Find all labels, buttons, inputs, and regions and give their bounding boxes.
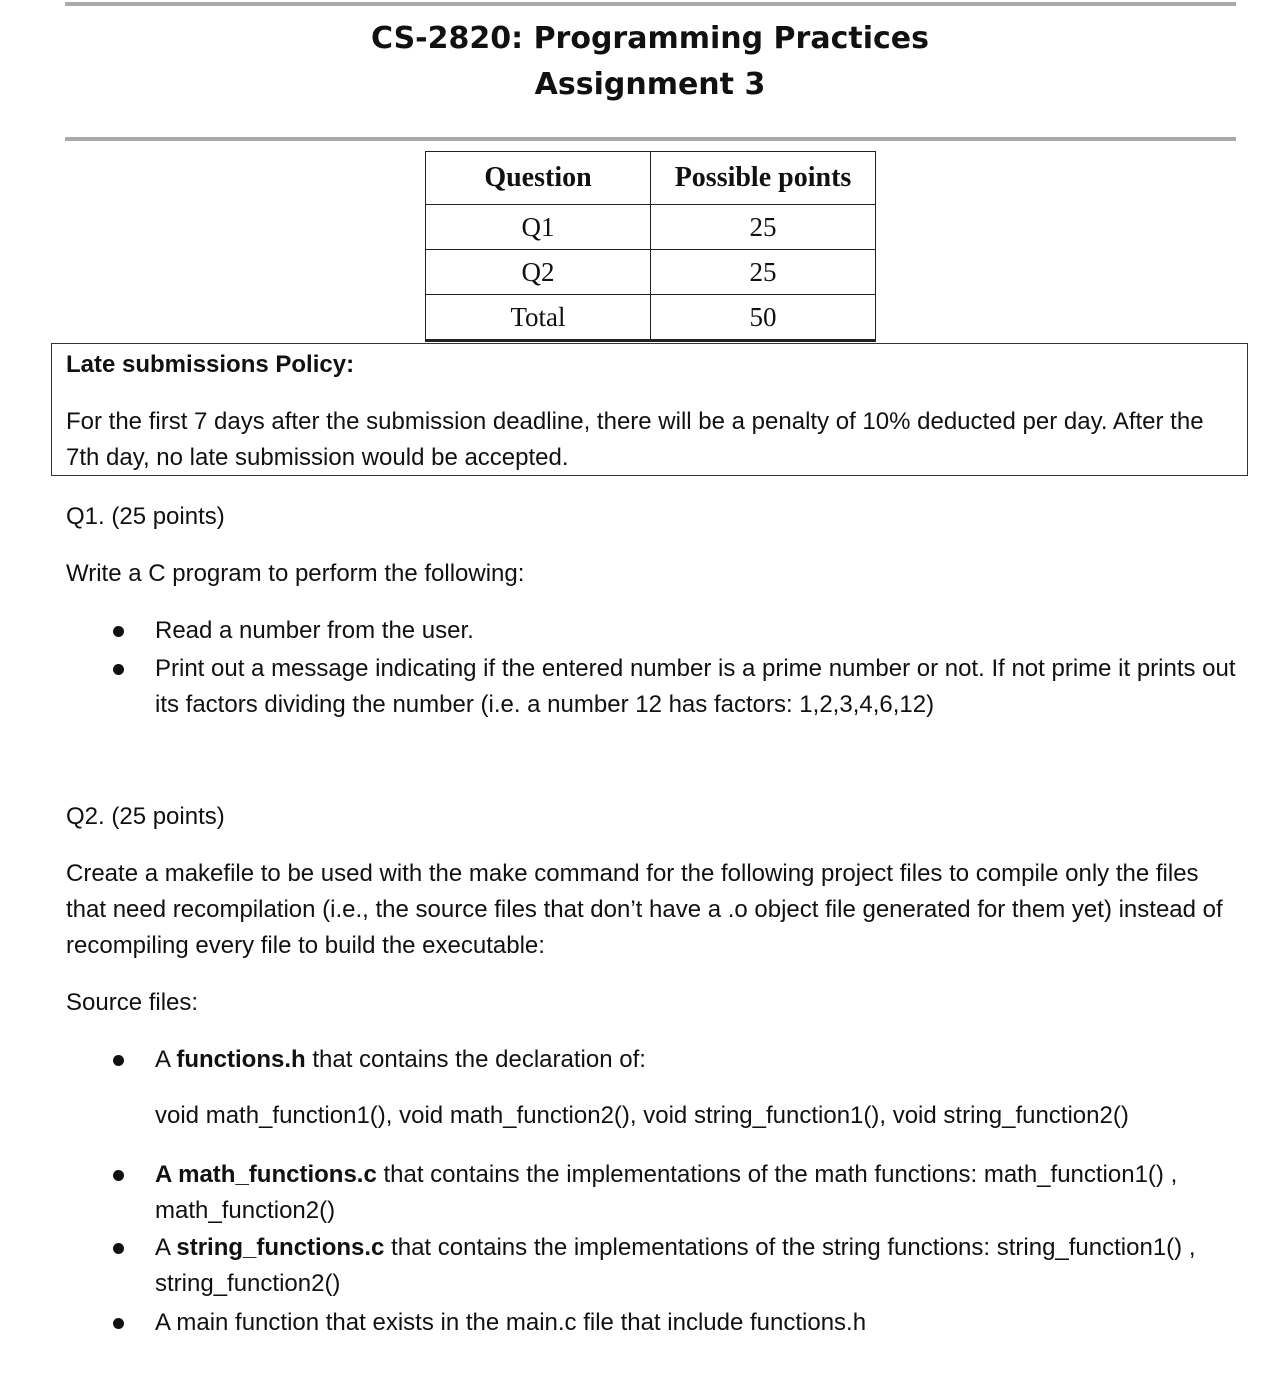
points-cell: 25: [651, 250, 876, 295]
question-cell: Q2: [426, 250, 651, 295]
bullet-dot: [113, 664, 124, 675]
points-table-header-row: [426, 152, 876, 205]
q2-bullet-math-functions: [155, 1157, 1245, 1229]
header-possible-points: Possible points: [651, 152, 876, 205]
header-question: Question: [426, 152, 651, 205]
bullet-dot: [113, 1318, 124, 1329]
source-files-label: Source files:: [66, 989, 199, 1016]
q2-intro: Create a makefile to be used with the make command for the following project files to compile only the files that need recompilation (i.e., the source files that don’t have a .o object file generated for them yet) instead of recompiling every file to build the executable:: [66, 860, 1223, 959]
title-rule: [65, 137, 1236, 141]
points-cell: 25: [651, 205, 876, 250]
table-row: [426, 250, 876, 295]
filename-string-functions-c: string_functions.c: [176, 1234, 385, 1261]
points-cell: 50: [651, 295, 876, 341]
q1-bullet-read: Read a number from the user.: [155, 617, 474, 644]
q2-bullet-main: A main function that exists in the main.c file that include functions.h: [155, 1309, 867, 1336]
bullet-prefix: A: [155, 1234, 177, 1261]
filename-functions-h: functions.h: [176, 1046, 306, 1073]
bullet-suffix: that contains the implementations of the math functions: math_function1() , math_function2(): [155, 1161, 1178, 1224]
points-table: [425, 151, 876, 342]
bullet-suffix: that contains the implementations of the string functions: string_function1() , string_function2(): [155, 1234, 1196, 1297]
document-title: [0, 16, 1284, 108]
q2-title: Q2. (25 points): [66, 803, 225, 830]
function-declarations: void math_function1(), void math_function2(), void string_function1(), void string_function2(): [155, 1102, 1129, 1129]
q2-bullet-string-functions: [155, 1230, 1245, 1302]
bullet-prefix: A: [155, 1046, 177, 1073]
bullet-dot: [113, 1243, 124, 1254]
top-rule: [65, 2, 1236, 6]
assignment-title: Assignment 3: [534, 67, 766, 102]
q1-intro: Write a C program to perform the following:: [66, 560, 525, 587]
question-cell: Q1: [426, 205, 651, 250]
q1-title: Q1. (25 points): [66, 503, 225, 530]
late-policy-text: For the first 7 days after the submission deadline, there will be a penalty of 10% deducted per day. After the 7th day, no late submission would be accepted.: [66, 408, 1204, 471]
course-title: CS-2820: Programming Practices: [371, 21, 929, 56]
bullet-dot: [113, 1170, 124, 1181]
q2-bullet-functions-h: [155, 1042, 1245, 1078]
table-row: [426, 295, 876, 341]
question-cell: Total: [426, 295, 651, 341]
q1-bullet-print: Print out a message indicating if the entered number is a prime number or not. If not prime it prints out its factors dividing the number (i.e. a number 12 has factors: 1,2,3,4,6,12): [155, 655, 1236, 718]
table-row: [426, 205, 876, 250]
bullet-dot: [113, 1055, 124, 1066]
bullet-suffix: that contains the declaration of:: [305, 1046, 646, 1073]
late-policy-heading: Late submissions Policy:: [66, 351, 355, 378]
bullet-dot: [113, 626, 124, 637]
filename-math-functions-c: A math_functions.c: [155, 1161, 377, 1188]
